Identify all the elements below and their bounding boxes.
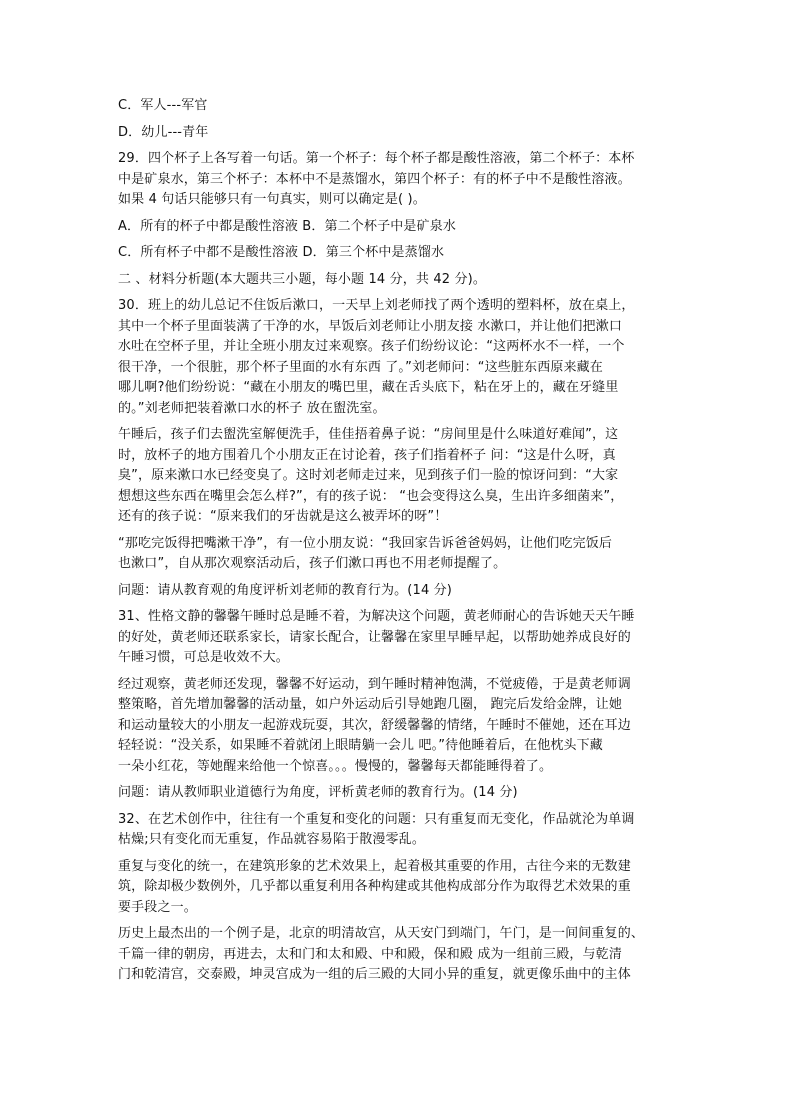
paragraph-q28-option-c — [118, 96, 678, 117]
text-line: 整策略，首先增加馨馨的活动量，如户外运动后引导她跑几圈， 跑完后发给金牌，让她 — [118, 697, 622, 712]
paragraph-q30-p2 — [118, 425, 678, 528]
text-line: 的好处，黄老师还联系家长，请家长配合，让馨馨在家里早睡早起，以帮助她养成良好的 — [118, 629, 631, 645]
text-line: 30．班上的幼儿总记不住饭后漱口，一天早上刘老师找了两个透明的塑料杯，放在桌上， — [118, 298, 635, 313]
text-line: 午睡后，孩子们去盥洗室解便洗手，佳佳捂着鼻子说：“房间里是什么味道好难闻”，这 — [118, 427, 619, 442]
text-line: 也漱口”，自从那次观察活动后，孩子们漱口再也不用老师提醒了。 — [118, 556, 507, 571]
paragraph-q29-options-ab — [118, 217, 678, 238]
document-page — [118, 96, 678, 992]
text-line: 很干净，一个很脏，那个杯子里面的水有东西 了。”刘老师问：“这些脏东西原来藏在 — [118, 359, 603, 375]
text-line: 重复与变化的统一，在建筑形象的艺术效果上，起着极其重要的作用，古往今来的无数建 — [118, 858, 631, 874]
text-line: 门和乾清宫，交泰殿，坤灵宫成为一组的后三殿的大同小异的重复，就更像乐曲中的主体 — [118, 967, 631, 982]
text-line: 要手段之一。 — [118, 899, 197, 915]
text-line: 和运动量较大的小朋友一起游戏玩耍，其次，舒缓馨馨的情绪，午睡时不催她，还在耳边 — [118, 717, 631, 733]
text-line: 中是矿泉水，第三个杯子：本杯中不是蒸馏水，第四个杯子：有的杯子中不是酸性溶液。 — [118, 171, 631, 187]
text-line: 时，放杯子的地方围着几个小朋友正在讨论着，孩子们指着杯子 问：“这是什么呀，真 — [118, 447, 616, 463]
text-line: 水吐在空杯子里，并让全班小朋友过来观察。孩子们纷纷议论：“这两杯水不一样，一个 — [118, 339, 625, 354]
text-line: 经过观察，黄老师还发现，馨馨不好运动，到午睡时精神饱满，不觉疲倦，于是黄老师调 — [118, 676, 631, 692]
text-line: “那吃完饭得把嘴漱干净”，有一位小朋友说：“我回家告诉爸爸妈妈，让他们吃完饭后 — [118, 535, 613, 551]
text-line: 想想这些东西在嘴里会怎么样?”，有的孩子说： “也会变得这么臭，生出许多细菌来”， — [118, 488, 624, 504]
paragraph-q32-p1 — [118, 810, 678, 851]
paragraph-q32-p2 — [118, 857, 678, 919]
text-line: 午睡习惯，可总是收效不大。 — [118, 650, 289, 665]
text-line: D．幼儿---青年 — [118, 124, 209, 140]
paragraph-q28-option-d — [118, 123, 678, 144]
text-line: 其中一个杯子里面装满了干净的水，早饭后刘老师让小朋友接 水漱口，并让他们把漱口 — [118, 318, 622, 334]
text-line: 历史上最杰出的一个例子是，北京的明清故宫，从天安门到端门，午门，是一间间重复的、 — [118, 926, 645, 941]
text-line: 千篇一律的朝房，再进去，太和门和太和殿、中和殿，保和殿 成为一组前三殿，与乾清 — [118, 946, 622, 962]
text-line: 如果 4 句话只能够只有一句真实，则可以确定是( )。 — [118, 192, 426, 207]
text-line: A．所有的杯子中都是酸性溶液 B．第二个杯子中是矿泉水 — [118, 218, 456, 234]
paragraph-q30-question — [118, 581, 678, 602]
paragraph-q30-p3 — [118, 534, 678, 575]
text-line: 问题：请从教师职业道德行为角度，评析黄老师的教育行为。(14 分) — [118, 785, 518, 800]
text-line: 轻轻说：“没关系，如果睡不着就闭上眼睛躺一会儿 吧。”待他睡着后，在他枕头下藏 — [118, 738, 603, 753]
text-line: C．军人---军官 — [118, 98, 208, 113]
paragraph-q32-p3 — [118, 924, 678, 986]
text-line: 二 、材料分析题(本大题共三小题，每小题 14 分，共 42 分)。 — [118, 271, 486, 287]
paragraph-q31-p2 — [118, 675, 678, 778]
paragraph-q29-stem — [118, 149, 678, 211]
paragraph-q29-options-cd — [118, 243, 678, 264]
text-line: 29．四个杯子上各写着一句话。第一个杯子：每个杯子都是酸性溶液，第二个杯子：本杯 — [118, 151, 635, 166]
paragraph-q30-p1 — [118, 296, 678, 419]
text-line: 的。”刘老师把装着漱口水的杯子 放在盥洗室。 — [118, 400, 386, 416]
paragraph-section-2-heading — [118, 270, 678, 291]
text-line: C．所有杯子中都不是酸性溶液 D．第三个杯中是蒸馏水 — [118, 245, 445, 260]
paragraph-q31-question — [118, 783, 678, 804]
text-line: 臭”，原来漱口水已经变臭了。这时刘老师走过来，见到孩子们一脸的惊讶问到：“大家 — [118, 468, 619, 483]
text-line: 问题：请从教育观的角度评析刘老师的教育行为。(14 分) — [118, 582, 453, 598]
text-line: 还有的孩子说：“原来我们的牙齿就是这么被弄坏的呀”！ — [118, 509, 448, 524]
text-line: 32、在艺术创作中，往往有一个重复和变化的问题：只有重复而无变化，作品就沦为单调 — [118, 811, 635, 827]
text-line: 哪儿啊?他们纷纷说：“藏在小朋友的嘴巴里，藏在舌头底下，粘在牙上的，藏在牙缝里 — [118, 380, 619, 395]
text-line: 一朵小红花，等她醒来给他一个惊喜。。。慢慢的，馨馨每天都能睡得着了。 — [118, 758, 553, 774]
text-line: 31、性格文静的馨馨午睡时总是睡不着，为解决这个问题，黄老师耐心的告诉她天天午睡 — [118, 609, 635, 624]
paragraph-q31-p1 — [118, 607, 678, 669]
text-line: 枯燥;只有变化而无重复，作品就容易陷于散漫零乱。 — [118, 832, 425, 847]
text-line: 筑，除却极少数例外，几乎都以重复利用各种构建或其他构成部分作为取得艺术效果的重 — [118, 879, 631, 894]
